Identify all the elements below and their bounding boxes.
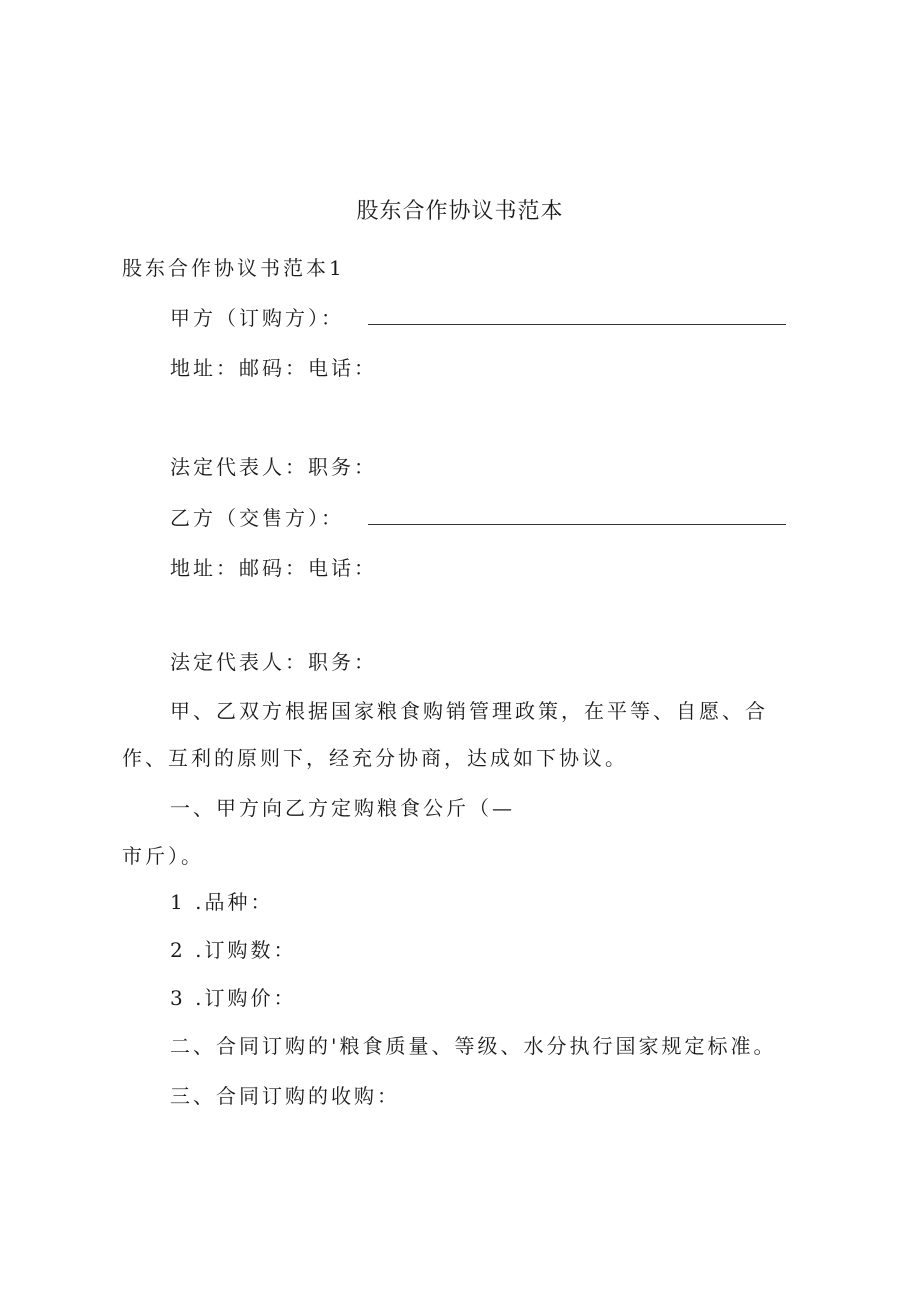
item-variety: 1 .品种： — [170, 890, 274, 914]
clause-1-line2: 市斤）。 — [122, 844, 204, 868]
representative-b-line: 法定代表人：职务： — [170, 650, 377, 674]
clause-3: 三、合同订购的收购： — [170, 1084, 400, 1108]
party-a-row — [170, 304, 786, 332]
document-subtitle: 股东合作协议书范本1 — [122, 256, 345, 280]
representative-a-line: 法定代表人：职务： — [170, 455, 377, 479]
clause-2: 二、合同订购的'粮食质量、等级、水分执行国家规定标准。 — [170, 1034, 777, 1058]
party-b-blank-line — [368, 506, 786, 525]
item-price: 3 .订购价： — [170, 986, 297, 1010]
clause-1-line1: 一、甲方向乙方定购粮食公斤（— — [170, 796, 515, 820]
party-b-row — [170, 504, 786, 532]
address-b-line: 地址：邮码：电话： — [170, 556, 377, 580]
party-b-label: 乙方（交售方）： — [170, 506, 344, 530]
document-title: 股东合作协议书范本 — [356, 199, 564, 224]
intro-paragraph-line2: 作、互利的原则下，经充分协商，达成如下协议。 — [122, 746, 628, 770]
party-a-blank-line — [368, 306, 786, 325]
intro-paragraph-line1: 甲、乙双方根据国家粮食购销管理政策，在平等、自愿、合 — [170, 699, 768, 723]
party-a-label: 甲方（订购方）： — [170, 306, 344, 330]
address-a-line: 地址：邮码：电话： — [170, 356, 377, 380]
item-quantity: 2 .订购数： — [170, 938, 297, 962]
